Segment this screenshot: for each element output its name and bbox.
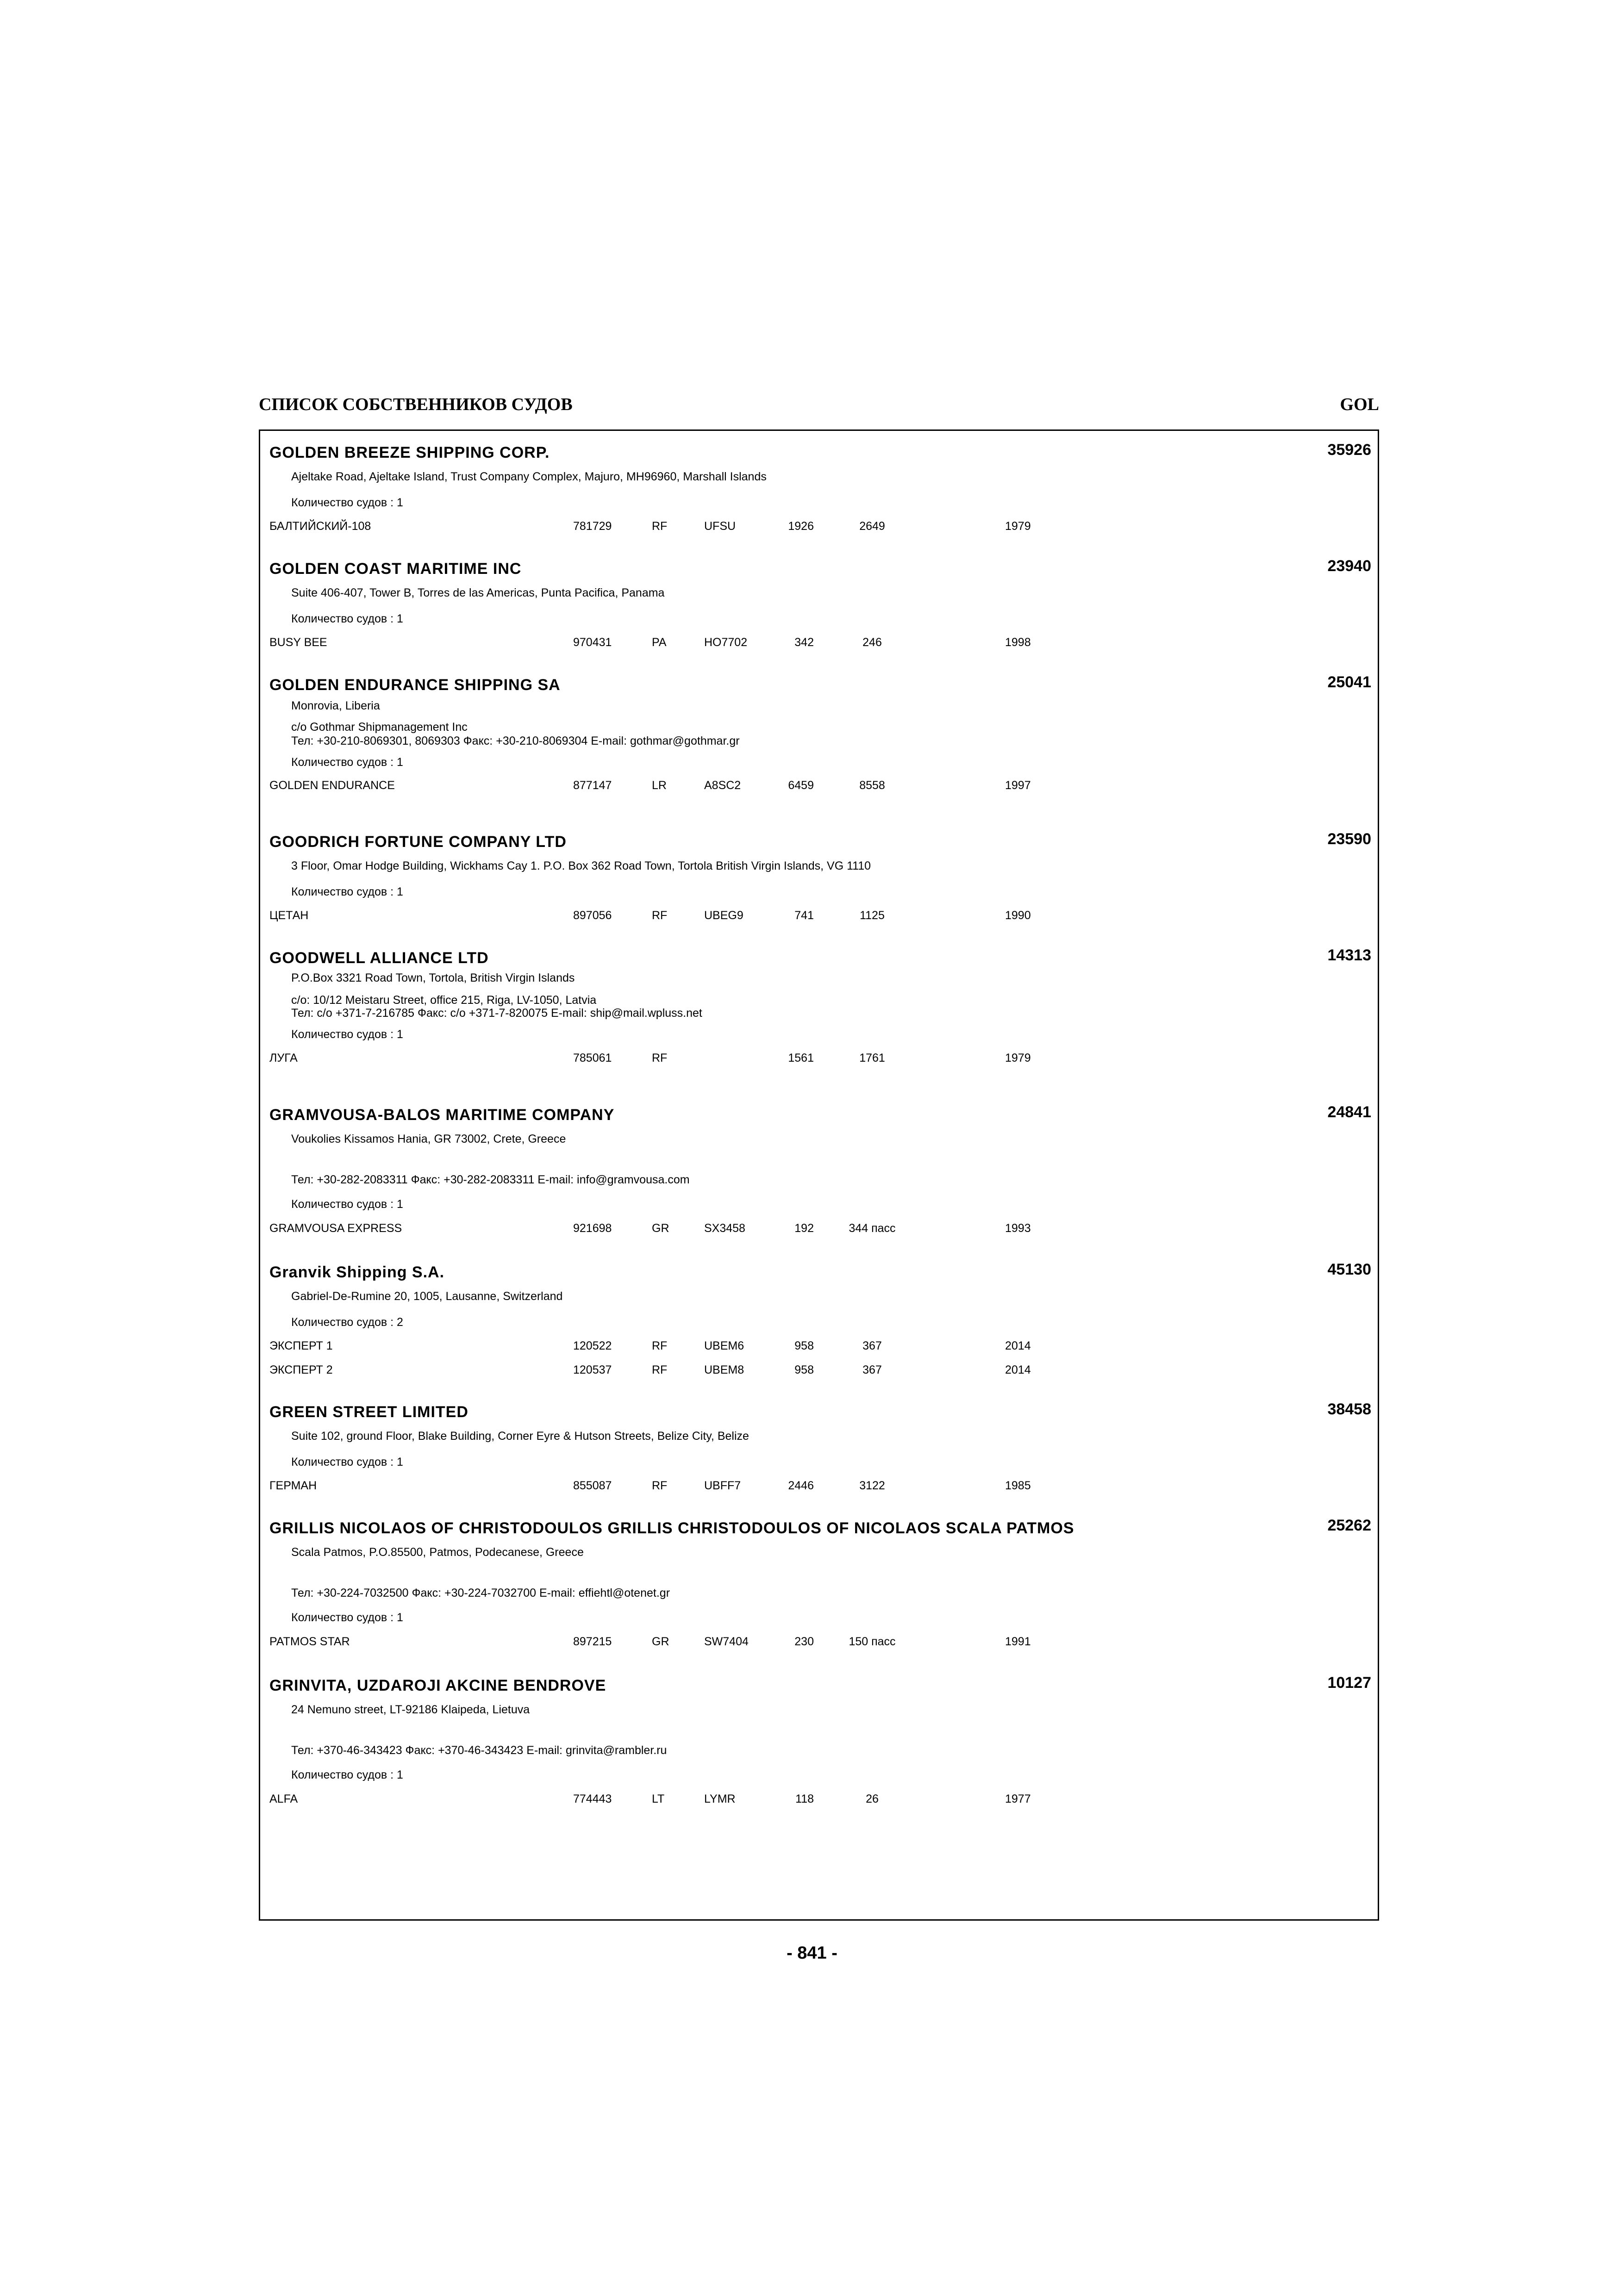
company-contacts: Тел: c/o +371-7-216785 Факс: c/o +371-7-820075 E-mail: ship@mail.wpluss.net — [291, 1007, 702, 1020]
company-address: Ajeltake Road, Ajeltake Island, Trust Company Complex, Majuro, MH96960, Marshall Islands — [291, 470, 767, 483]
ship-name: БАЛТИЙСКИЙ-108 — [269, 520, 371, 533]
ship-year: 1993 — [1005, 1222, 1031, 1235]
ship-gt: 1561 — [788, 1052, 814, 1064]
ship-gt: 1926 — [788, 520, 814, 533]
ship-name: ГЕРМАН — [269, 1479, 317, 1492]
ship-callsign: SW7404 — [704, 1635, 749, 1648]
ship-number: 781729 — [573, 520, 612, 533]
ship-gt: 342 — [794, 636, 814, 649]
ship-number: 120522 — [573, 1339, 612, 1352]
ship-number: 897215 — [573, 1635, 612, 1648]
company-address: Suite 406-407, Tower B, Torres de las Americas, Punta Pacifica, Panama — [291, 586, 665, 599]
ship-callsign: HO7702 — [704, 636, 748, 649]
ship-year: 1985 — [1005, 1479, 1031, 1492]
company-id: 45130 — [1327, 1261, 1371, 1278]
ship-dwt: 367 — [862, 1363, 882, 1376]
ship-name: GRAMVOUSA EXPRESS — [269, 1222, 402, 1235]
ship-dwt: 367 — [862, 1339, 882, 1352]
ship-callsign: LYMR — [704, 1792, 736, 1805]
ship-count: Количество судов : 1 — [291, 1198, 403, 1211]
ship-flag: RF — [652, 1339, 668, 1352]
ship-dwt: 150 пасс — [849, 1635, 896, 1648]
registry-frame — [259, 429, 1379, 1921]
ship-year: 1997 — [1005, 779, 1031, 792]
ship-number: 970431 — [573, 636, 612, 649]
ship-dwt: 1761 — [859, 1052, 885, 1064]
ship-year: 1990 — [1005, 909, 1031, 922]
ship-flag: LR — [652, 779, 667, 792]
company-id: 38458 — [1327, 1400, 1371, 1418]
ship-flag: RF — [652, 520, 668, 533]
ship-dwt: 344 пасс — [849, 1222, 896, 1235]
ship-flag: RF — [652, 1052, 668, 1064]
ship-count: Количество судов : 1 — [291, 1768, 403, 1781]
company-address: c/o Gothmar Shipmanagement Inc — [291, 721, 468, 734]
company-id: 35926 — [1327, 441, 1371, 459]
ship-gt: 2446 — [788, 1479, 814, 1492]
ship-dwt: 246 — [862, 636, 882, 649]
ship-number: 921698 — [573, 1222, 612, 1235]
ship-year: 2014 — [1005, 1339, 1031, 1352]
ship-flag: RF — [652, 909, 668, 922]
company-name: GREEN STREET LIMITED — [269, 1403, 468, 1421]
company-name: GOLDEN COAST MARITIME INC — [269, 560, 522, 578]
ship-year: 1998 — [1005, 636, 1031, 649]
ship-count: Количество судов : 1 — [291, 612, 403, 625]
ship-name: PATMOS STAR — [269, 1635, 350, 1648]
company-address: 3 Floor, Omar Hodge Building, Wickhams Cay 1. P.O. Box 362 Road Town, Tortola British Virgin Islands, VG 1110 — [291, 859, 871, 872]
ship-callsign: UBEM6 — [704, 1339, 744, 1352]
ship-dwt: 8558 — [859, 779, 885, 792]
company-id: 14313 — [1327, 946, 1371, 964]
ship-dwt: 26 — [866, 1792, 879, 1805]
ship-gt: 958 — [794, 1363, 814, 1376]
page-title: СПИСОК СОБСТВЕННИКОВ СУДОВ — [259, 395, 573, 414]
company-id: 25041 — [1327, 673, 1371, 691]
company-id: 23590 — [1327, 830, 1371, 848]
ship-gt: 741 — [794, 909, 814, 922]
company-name: GOLDEN ENDURANCE SHIPPING SA — [269, 676, 561, 694]
ship-year: 1979 — [1005, 1052, 1031, 1064]
ship-flag: GR — [652, 1635, 669, 1648]
ship-name: ЭКСПЕРТ 2 — [269, 1363, 333, 1376]
ship-flag: PA — [652, 636, 667, 649]
ship-name: GOLDEN ENDURANCE — [269, 779, 395, 792]
ship-number: 774443 — [573, 1792, 612, 1805]
company-address: Suite 102, ground Floor, Blake Building, Corner Eyre & Hutson Streets, Belize City, Belize — [291, 1430, 749, 1443]
ship-count: Количество судов : 1 — [291, 1028, 403, 1041]
company-id: 10127 — [1327, 1674, 1371, 1692]
page-number: - 841 - — [787, 1943, 837, 1963]
ship-callsign: SX3458 — [704, 1222, 745, 1235]
company-id: 23940 — [1327, 557, 1371, 575]
company-id: 24841 — [1327, 1103, 1371, 1121]
ship-number: 120537 — [573, 1363, 612, 1376]
company-contacts: Тел: +370-46-343423 Факс: +370-46-343423 E-mail: grinvita@rambler.ru — [291, 1744, 667, 1757]
ship-year: 1979 — [1005, 520, 1031, 533]
ship-count: Количество судов : 1 — [291, 885, 403, 898]
ship-callsign: A8SC2 — [704, 779, 741, 792]
company-contacts: Тел: +30-210-8069301, 8069303 Факс: +30-210-8069304 E-mail: gothmar@gothmar.gr — [291, 734, 740, 747]
ship-dwt: 1125 — [860, 909, 885, 922]
ship-gt: 230 — [794, 1635, 814, 1648]
ship-count: Количество судов : 1 — [291, 1456, 403, 1468]
ship-dwt: 3122 — [859, 1479, 885, 1492]
company-address: Scala Patmos, P.O.85500, Patmos, Podecanese, Greece — [291, 1546, 584, 1559]
ship-callsign: UFSU — [704, 520, 736, 533]
ship-callsign: UBFF7 — [704, 1479, 741, 1492]
company-contacts: Тел: +30-224-7032500 Факс: +30-224-7032700 E-mail: effiehtl@otenet.gr — [291, 1587, 670, 1599]
ship-gt: 958 — [794, 1339, 814, 1352]
company-address: Monrovia, Liberia — [291, 699, 380, 712]
ship-year: 1977 — [1005, 1792, 1031, 1805]
company-address: Voukolies Kissamos Hania, GR 73002, Crete, Greece — [291, 1132, 566, 1145]
ship-name: ALFA — [269, 1792, 298, 1805]
section-code: GOL — [1340, 395, 1379, 414]
ship-flag: RF — [652, 1363, 668, 1376]
ship-number: 785061 — [573, 1052, 612, 1064]
ship-flag: LT — [652, 1792, 665, 1805]
company-name: GRINVITA, UZDAROJI AKCINE BENDROVE — [269, 1677, 606, 1694]
company-name: GRILLIS NICOLAOS OF CHRISTODOULOS GRILLIS CHRISTODOULOS OF NICOLAOS SCALA PATMOS — [269, 1519, 1074, 1537]
ship-flag: GR — [652, 1222, 669, 1235]
company-id: 25262 — [1327, 1517, 1371, 1534]
company-name: Granvik Shipping S.A. — [269, 1263, 445, 1281]
ship-count: Количество судов : 1 — [291, 1611, 403, 1624]
ship-count: Количество судов : 2 — [291, 1316, 403, 1329]
ship-flag: RF — [652, 1479, 668, 1492]
ship-number: 897056 — [573, 909, 612, 922]
ship-count: Количество судов : 1 — [291, 496, 403, 509]
company-address: Gabriel-De-Rumine 20, 1005, Lausanne, Switzerland — [291, 1290, 563, 1303]
company-address: c/o: 10/12 Meistaru Street, office 215, Riga, LV-1050, Latvia — [291, 994, 597, 1007]
ship-name: ЭКСПЕРТ 1 — [269, 1339, 333, 1352]
ship-gt: 192 — [794, 1222, 814, 1235]
ship-callsign: UBEG9 — [704, 909, 743, 922]
ship-name: ЛУГА — [269, 1052, 298, 1064]
company-name: GRAMVOUSA-BALOS MARITIME COMPANY — [269, 1106, 615, 1124]
ship-name: BUSY BEE — [269, 636, 327, 649]
company-address: 24 Nemuno street, LT-92186 Klaipeda, Lietuva — [291, 1703, 530, 1716]
company-name: GOLDEN BREEZE SHIPPING CORP. — [269, 444, 550, 461]
ship-dwt: 2649 — [859, 520, 885, 533]
ship-year: 1991 — [1005, 1635, 1031, 1648]
ship-year: 2014 — [1005, 1363, 1031, 1376]
company-name: GOODWELL ALLIANCE LTD — [269, 949, 489, 967]
company-name: GOODRICH FORTUNE COMPANY LTD — [269, 833, 567, 851]
ship-gt: 118 — [795, 1792, 814, 1805]
ship-callsign: UBEM8 — [704, 1363, 744, 1376]
company-address: P.O.Box 3321 Road Town, Tortola, British Virgin Islands — [291, 971, 575, 984]
page-header — [259, 394, 1379, 417]
ship-number: 877147 — [573, 779, 612, 792]
ship-name: ЦЕТАН — [269, 909, 309, 922]
ship-gt: 6459 — [788, 779, 814, 792]
company-contacts: Тел: +30-282-2083311 Факс: +30-282-2083311 E-mail: info@gramvousa.com — [291, 1173, 690, 1186]
ship-number: 855087 — [573, 1479, 612, 1492]
ship-count: Количество судов : 1 — [291, 756, 403, 769]
